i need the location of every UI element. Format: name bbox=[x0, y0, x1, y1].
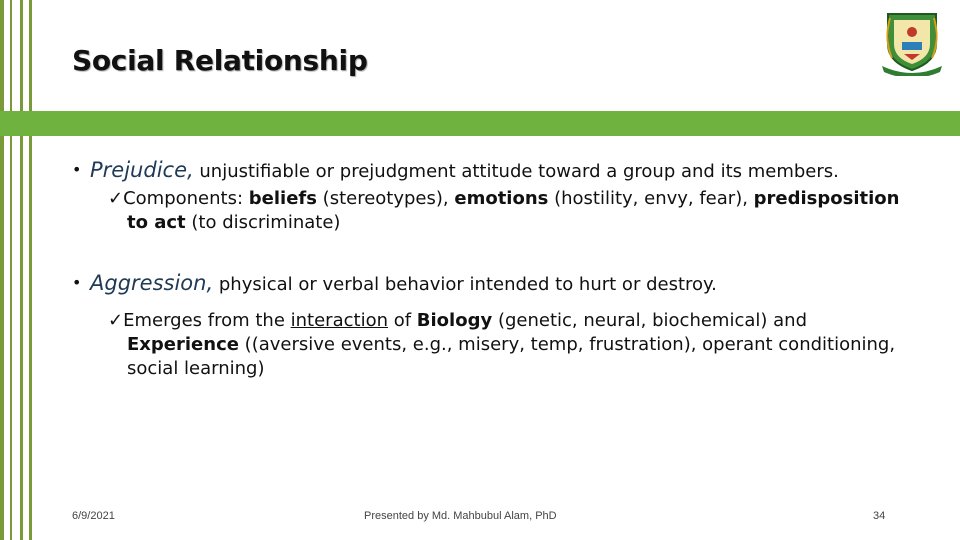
university-crest-icon bbox=[882, 10, 942, 76]
term-aggression: Aggression, bbox=[90, 271, 214, 295]
sub-bullet-emerges bbox=[72, 309, 912, 381]
sub-text: (stereotypes), bbox=[316, 188, 455, 209]
footer-presenter: Presented by Md. Mahbubul Alam, PhD bbox=[364, 510, 557, 522]
left-border-bar-3 bbox=[20, 0, 23, 540]
keyword-experience: Experience bbox=[127, 334, 239, 355]
sub-text: ((aversive events, e.g., misery, temp, frustration), operant conditioning, social learning) bbox=[127, 334, 896, 379]
definition-aggression: physical or verbal behavior intended to hurt or destroy. bbox=[213, 274, 717, 295]
left-border-bar-2 bbox=[10, 0, 12, 540]
keyword-interaction: interaction bbox=[290, 310, 388, 331]
bullet-prejudice bbox=[72, 158, 912, 184]
definition-prejudice: unjustifiable or prejudgment attitude toward a group and its members. bbox=[193, 161, 839, 182]
sub-text: (to discriminate) bbox=[185, 212, 341, 233]
left-border-bar-1 bbox=[0, 0, 4, 540]
slide-number: 34 bbox=[873, 510, 886, 522]
slide-title: Social Relationship bbox=[72, 44, 368, 77]
checkmark-icon: ✓ bbox=[108, 188, 124, 209]
bullet-dot: • bbox=[72, 273, 82, 292]
sub-text: of bbox=[388, 310, 417, 331]
title-accent-band bbox=[0, 111, 960, 136]
slide-content bbox=[72, 158, 912, 381]
keyword-biology: Biology bbox=[416, 310, 493, 331]
sub-text: (hostility, envy, fear), bbox=[548, 188, 754, 209]
footer-date: 6/9/2021 bbox=[72, 510, 115, 522]
bullet-dot: • bbox=[72, 160, 82, 179]
term-prejudice: Prejudice, bbox=[90, 158, 194, 182]
sub-text: Components: bbox=[123, 188, 249, 209]
bullet-aggression bbox=[72, 271, 912, 297]
sub-bullet-components bbox=[72, 187, 912, 235]
keyword-emotions: emotions bbox=[454, 188, 549, 209]
sub-text: Emerges from the bbox=[123, 310, 291, 331]
checkmark-icon: ✓ bbox=[108, 310, 124, 331]
left-border-bar-4 bbox=[29, 0, 32, 540]
keyword-beliefs: beliefs bbox=[248, 188, 317, 209]
sub-text: (genetic, neural, biochemical) and bbox=[492, 310, 807, 331]
keyword-predisposition: predisposition to act bbox=[127, 188, 900, 233]
